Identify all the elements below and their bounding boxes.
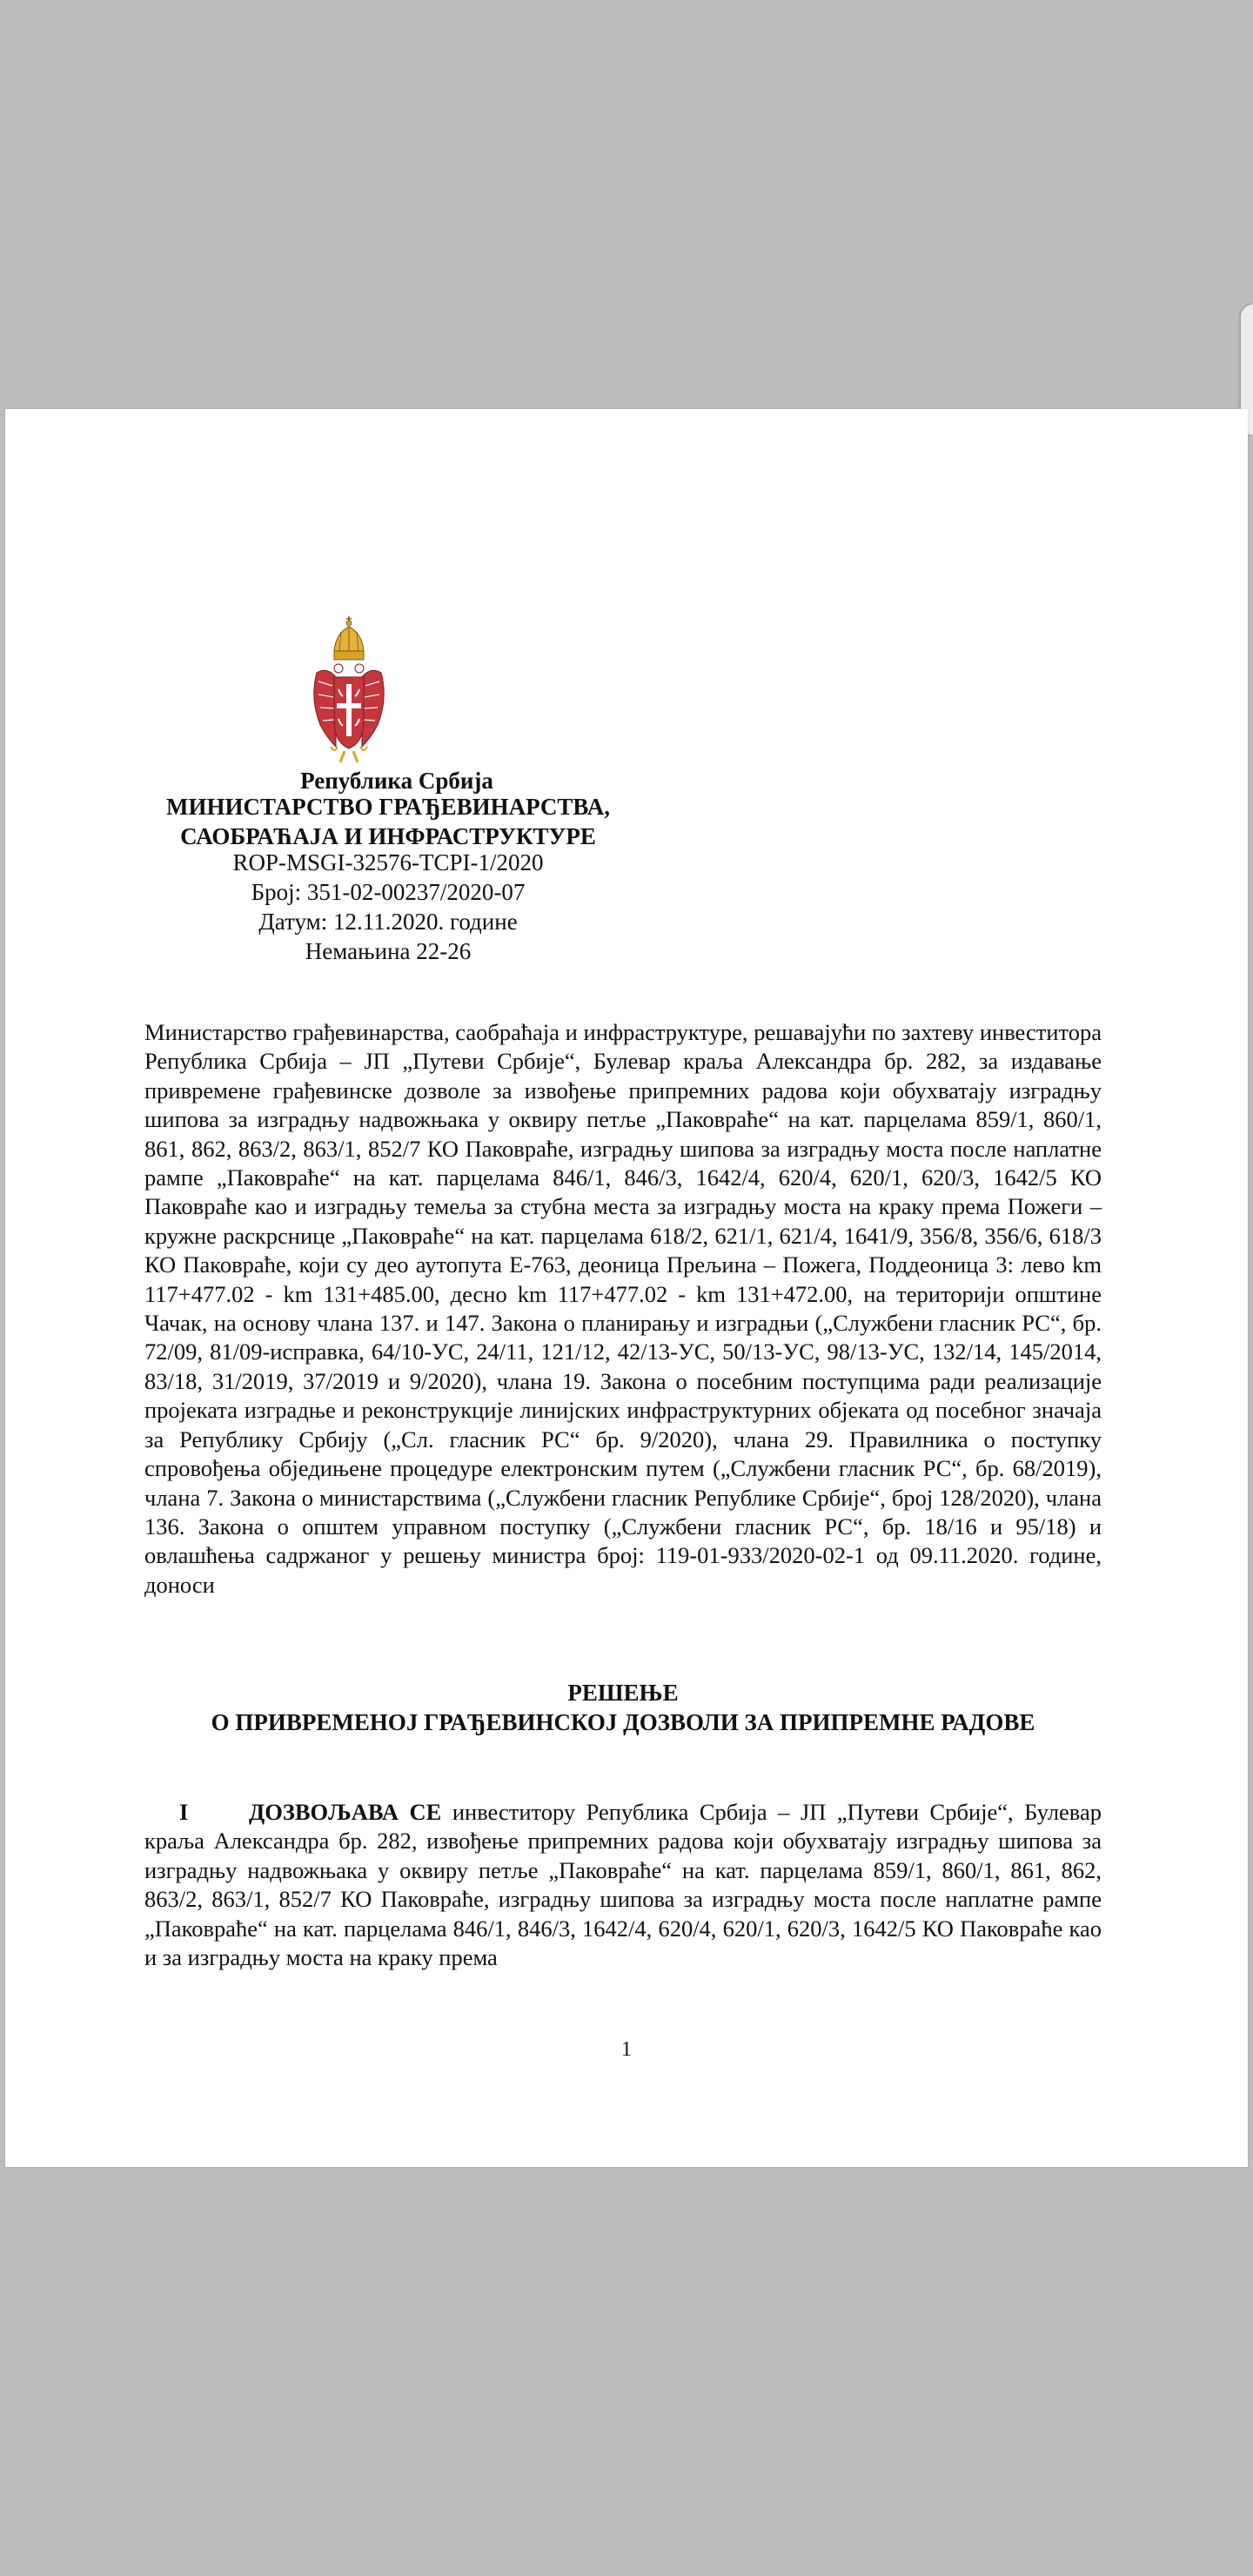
country-name: Република Србија [300,768,493,794]
intro-paragraph: Министарство грађевинарства, саобраћаја и инфраструктуре, решавајући по захтеву инвеститора Република Србија – ЈП „Путеви Србије“, Булевар краља Александра бр. 282, за издавање привремене грађевинске дозволе за извођење припремних радова који обухватају изградњу шипова за изградњу надвожњака у оквиру петље „Паковраће“ на кат. парцелама 859/1, 860/1, 861, 862, 863/2, 863/1, 852/7 КО Паковраће, изградњу шипова за изградњу моста после наплатне рампе „Паковраће“ на кат. парцелама 846/1, 846/3, 1642/4, 620/4, 620/1, 620/3, 1642/5 КО Паковраће као и изградњу темеља за стубна места за изградњу моста на краку према Пожеги – кружне раскрснице „Паковраће“ на кат. парцелама 618/2, 621/1, 621/4, 1641/9, 356/8, 356/6, 618/3 КО Паковраће, који су део аутопута Е-763, деоница Прељина – Пожега, Поддеоница 3: лево km 117+477.02 - km 131+485.00, десно km 117+477.02 - km 131+472.00, на територији општине Чачак, на основу члана 137. и 147. Закона о планирању и изградњи („Службени гласник РС“, бр. 72/09, 81/09-исправка, 64/10-УС, 24/11, 121/12, 42/13-УС, 50/13-УС, 98/13-УС, 132/14, 145/2014, 83/18, 31/2019, 37/2019 и 9/2020), члана 19. Закона о посебним поступцима ради реализације пројеката изградње и реконструкције линијских инфраструктурних објеката од посебног значаја за Републику Србију („Сл. гласник РС“ бр. 9/2020), члана 29. Правилника о поступку спровођења обједињене процедуре електронским путем („Службени гласник РС“, бр. 68/2019), члана 7. Закона о министарствима („Службени гласник Републике Србије“, број 128/2020), члана 136. Закона о општем управном поступку („Службени гласник РС“, бр. 18/16 и 95/18) и овлашћења садржаног у решењу министра број: 119-01-933/2020-02-1 од 09.11.2020. године, доноси [144,1019,1102,1598]
ministry-name-line2: САОБРАЋАЈА И ИНФРАСТРУКТУРЕ [180,823,596,849]
shield-icon [334,677,364,748]
page-number: 1 [621,2038,632,2061]
decision-title-line2: О ПРИВРЕМЕНОЈ ГРАЂЕВИНСКОЈ ДОЗВОЛИ ЗА ПРИПРЕМНЕ РАДОВЕ [211,1709,1035,1735]
ministry-name-line1: МИНИСТАРСТВО ГРАЂЕВИНАРСТВА, [166,794,610,820]
section-one [144,1798,1102,1972]
section-text: инвеститору Република Србија – ЈП „Путеви Србије“, Булевар краља Александра бр. 282, извођење припремних радова који обухватају изградњу шипова за изградњу надвожњака у оквиру петље „Паковраће“ на кат. парцелама 859/1, 860/1, 861, 862, 863/2, 863/1, 852/7 КО Паковраће, изградњу шипова за изградњу моста после наплатне рампе „Паковраће“ на кат. парцелама 846/1, 846/3, 1642/4, 620/4, 620/1, 620/3, 1642/5 КО Паковраће као и за изградњу моста на краку према [144,1799,1102,1971]
rop-number: ROP-MSGI-32576-TCPI-1/2020 [232,849,544,875]
decision-title-line1: РЕШЕЊЕ [567,1680,679,1706]
section-lead: ДОЗВОЉАВА СЕ [249,1799,442,1825]
coat-of-arms-icon [310,616,388,764]
crown-icon [334,616,364,660]
section-number: I [179,1799,189,1825]
document-page [5,409,1248,2167]
case-number: Број: 351-02-00237/2020-07 [251,879,526,905]
document-date: Датум: 12.11.2020. године [258,909,518,935]
decision-title [144,1678,1102,1737]
ministry-address: Немањина 22-26 [305,938,472,964]
document-header [144,766,632,966]
